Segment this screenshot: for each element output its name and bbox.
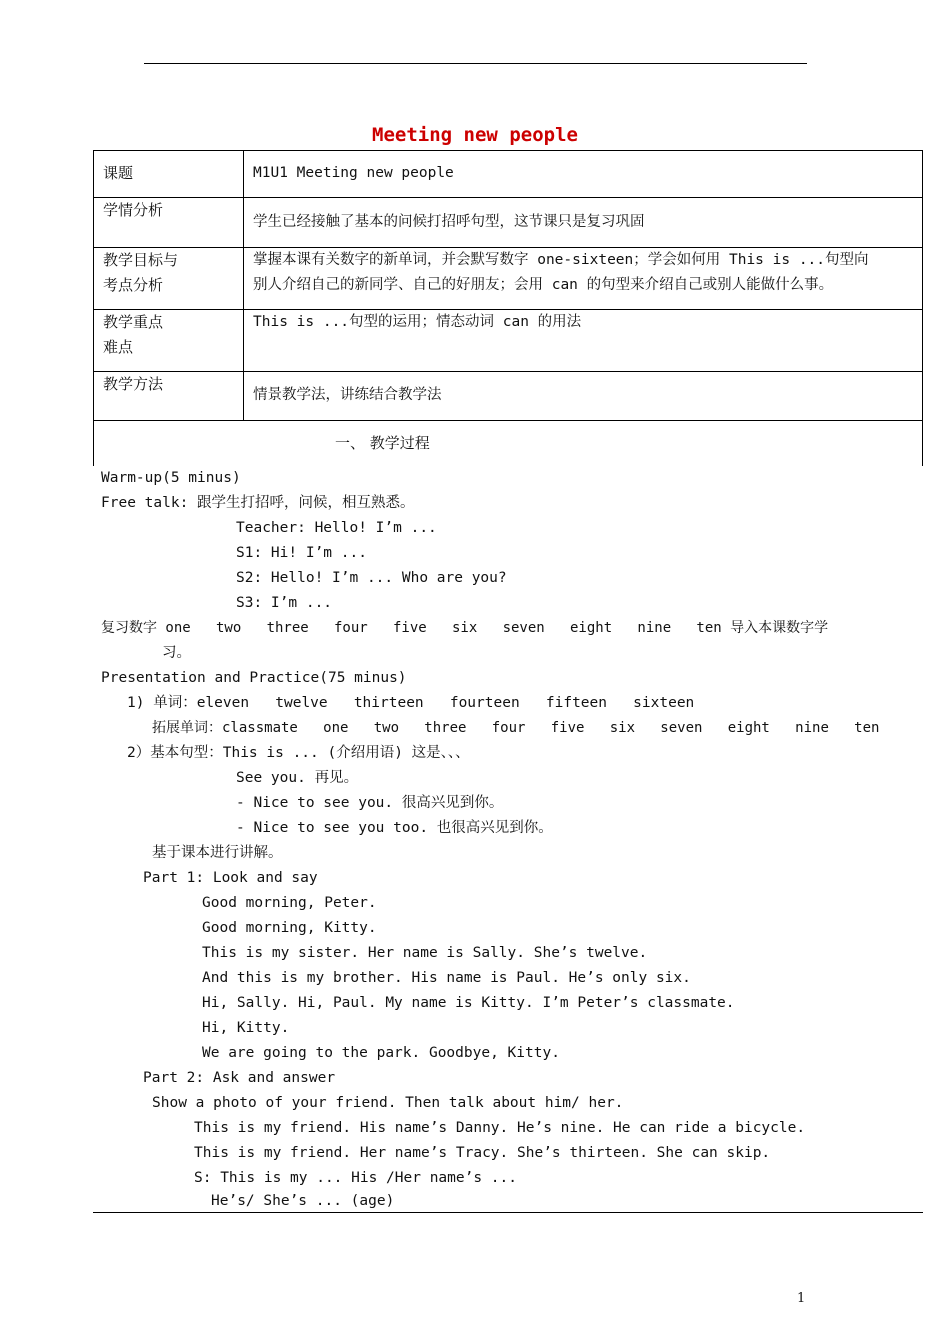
text-line-7: 复习数字 one two three four five six seven eight nine ten 导入本课数字学 <box>101 620 829 636</box>
row-label-student-analysis: 学情分析 <box>103 201 164 219</box>
text-line-22: Hi, Sally. Hi, Paul. My name is Kitty. I’m Peter’s classmate. <box>202 995 735 1011</box>
row-value-objectives-1: 掌握本课有关数字的新单词，并会默写数字 one-sixteen；学会如何用 This is ...句型向 <box>253 252 869 268</box>
text-line-13: See you. 再见。 <box>236 770 359 786</box>
text-line-9: Presentation and Practice(75 minus) <box>101 670 407 686</box>
row-value-topic: M1U1 Meeting new people <box>253 165 454 181</box>
text-line-23: Hi, Kitty. <box>202 1020 290 1036</box>
row-label-key-points-2: 难点 <box>103 338 134 356</box>
text-line-28: This is my friend. Her name’s Tracy. She’s thirteen. She can skip. <box>194 1145 771 1161</box>
text-line-10: 1) 单词：eleven twelve thirteen fourteen fifteen sixteen <box>127 695 695 711</box>
row-value-method: 情景教学法，讲练结合教学法 <box>253 387 442 403</box>
text-line-20: This is my sister. Her name is Sally. She’s twelve. <box>202 945 648 961</box>
text-line-16: 基于课本进行讲解。 <box>152 845 283 861</box>
row-value-objectives-2: 别人介绍自己的新同学、自己的好朋友；会用 can 的句型来介绍自己或别人能做什么事。 <box>253 277 834 293</box>
text-line-1: Warm-up(5 minus) <box>101 470 241 486</box>
text-line-30: He’s/ She’s ... (age) <box>211 1193 395 1209</box>
row-label-objectives-2: 考点分析 <box>103 276 164 294</box>
lesson-info-table <box>93 150 923 466</box>
text-line-14: - Nice to see you. 很高兴见到你。 <box>236 795 504 811</box>
text-line-3: Teacher: Hello! I’m ... <box>236 520 437 536</box>
row-label-method: 教学方法 <box>103 375 164 393</box>
text-line-29: S: This is my ... His /Her name’s ... <box>194 1170 518 1186</box>
row-label-objectives-1: 教学目标与 <box>103 251 179 269</box>
text-line-15: - Nice to see you too. 也很高兴见到你。 <box>236 820 553 836</box>
text-line-18: Good morning, Peter. <box>202 895 377 911</box>
text-line-12: 2）基本句型：This is ... (介绍用语) 这是、、、 <box>127 745 470 761</box>
text-line-17: Part 1: Look and say <box>143 870 318 886</box>
footer-rule <box>93 1212 923 1213</box>
text-line-11: 拓展单词：classmate one two three four five six seven eight nine ten <box>152 720 880 736</box>
text-line-4: S1: Hi! I’m ... <box>236 545 367 561</box>
text-line-8: 习。 <box>162 645 191 661</box>
text-line-21: And this is my brother. His name is Paul. He’s only six. <box>202 970 691 986</box>
header-rule <box>144 63 807 64</box>
page-title: Meeting new people <box>372 124 578 146</box>
text-line-26: Show a photo of your friend. Then talk about him/ her. <box>152 1095 624 1111</box>
row-label-key-points-1: 教学重点 <box>103 313 164 331</box>
text-line-24: We are going to the park. Goodbye, Kitty. <box>202 1045 560 1061</box>
row-value-student-analysis: 学生已经接触了基本的问候打招呼句型，这节课只是复习巩固 <box>253 214 645 230</box>
text-line-5: S2: Hello! I’m ... Who are you? <box>236 570 507 586</box>
text-line-19: Good morning, Kitty. <box>202 920 377 936</box>
text-line-2: Free talk: 跟学生打招呼，问候，相互熟悉。 <box>101 495 415 511</box>
text-line-25: Part 2: Ask and answer <box>143 1070 336 1086</box>
text-line-27: This is my friend. His name’s Danny. He’s nine. He can ride a bicycle. <box>194 1120 806 1136</box>
section-heading: 一、 教学过程 <box>335 434 430 452</box>
row-label-topic: 课题 <box>103 164 134 182</box>
row-value-key-points: This is ...句型的运用；情态动词 can 的用法 <box>253 314 582 330</box>
page-number: 1 <box>797 1291 806 1306</box>
text-line-6: S3: I’m ... <box>236 595 333 611</box>
